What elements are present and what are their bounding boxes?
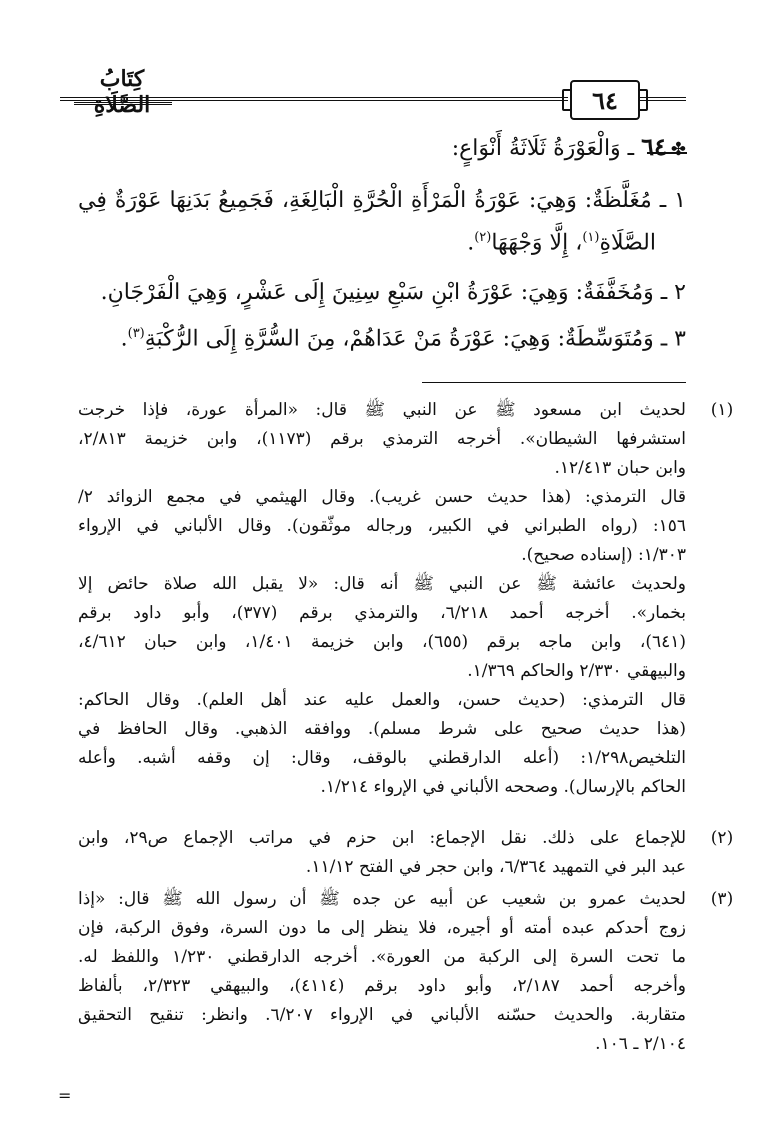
footnote-mark-3: (٣) [710,889,734,909]
footnote-mark-1: (١) [710,400,734,420]
footnote-ref-1[interactable]: (١) [582,230,600,245]
footnote-separator [422,382,686,383]
footnote-line: والبيهقي ٢/٣٣٠ والحاكم ١/٣٦٩. [467,661,686,681]
footnote-line: ١٥٦: (رواه الطبراني في الكبير، ورجاله موثّقون). وقال الألباني في الإرواء [78,516,686,536]
running-head-underline [74,102,172,105]
footnote-line: زوج أحدكم عبده أمته أو أجيره، فلا ينظر إلى ما دون السرة، وفوق الركبة، فإن [78,918,686,938]
footnote-1 [78,396,734,802]
header-double-rule-left [60,97,568,101]
item-2-line-1: ٢ ـ وَمُخَفَّفَةٌ: وَهِيَ: عَوْرَةُ ابْنِ سَبْعِ سِنِينَ إِلَى عَشْرٍ، وَهِيَ الْفَرْجَانِ. [100,280,686,305]
footnote-line: لحديث ابن مسعود ﷺ عن النبي ﷺ قال: «المرأة عورة، فإذا خرجت [78,400,686,420]
footnote-line: لحديث عمرو بن شعيب عن أبيه عن جده ﷺ أن رسول الله ﷺ قال: «إذا [78,889,686,909]
page-number-box [570,80,640,120]
footnote-line: ٢/١٠٤ ـ ١٠٦. [595,1034,686,1054]
footnote-line: (٦٤١)، وابن ماجه برقم (٦٥٥)، وابن خزيمة ١/٤٠١، وابن حبان ٤/٦١٢، [78,632,687,652]
footnote-line: ١/٣٠٣: (إسناده صحيح). [521,545,686,565]
footnote-line: (هذا حديث صحيح على شرط مسلم). ووافقه الذهبي. وقال الحافظ في [78,719,686,739]
footnote-line: التلخيص١/٢٩٨: (أعله الدارقطني بالوقف، وقال: إن وقفه أشبه. وأعله [78,748,686,768]
ornament-icon: ✤ [670,138,686,160]
section-heading [452,132,686,161]
footnote-mark-2: (٢) [710,828,734,848]
continuation-mark: = [58,1086,72,1105]
item-1-line-1: ١ ـ مُغَلَّظَةٌ: وَهِيَ: عَوْرَةُ الْمَرْأَةِ الْحُرَّةِ الْبَالِغَةِ، فَجَمِيعُ بَدَنِهَا عَوْرَةٌ فِي [78,188,686,213]
page-number: ٦٤ [592,85,618,115]
running-head-book-title: كِتَابُ الصَّلَاةِ [93,66,151,118]
section-number: ٦٤ [641,132,667,161]
item-1-line-2: الصَّلَاةِ$^{(١)}$، إِلَّا وَجْهَهَا$^{(٢)}$. [467,230,656,256]
footnote-line: ولحديث عائشة ﷺ عن النبي ﷺ أنه قال: «لا يقبل الله صلاة حائض إلا [78,574,686,594]
footnote-ref-2[interactable]: (٢) [474,230,492,245]
footnote-line: ما تحت السرة إلى الركبة من العورة». أخرجه الدارقطني ١/٢٣٠ واللفظ له. [78,947,686,967]
footnote-line: متقاربة. والحديث حسّنه الألباني في الإرواء ٦/٢٠٧. وانظر: تنقيح التحقيق [78,1005,686,1025]
footnote-2 [78,824,734,882]
section-heading-text: ـ وَالْعَوْرَةُ ثَلَاثَةُ أَنْوَاعٍ: [451,136,635,161]
footnote-line: الحاكم بالإرسال). وصححه الألباني في الإرواء ١/٢١٤. [320,777,686,797]
footnote-line: عبد البر في التمهيد ٦/٣٦٤، وابن حجر في الفتح ١١/١٢. [305,857,686,877]
footnote-ref-3[interactable]: (٣) [127,326,145,341]
footnote-3 [78,885,734,1059]
footnote-line: قال الترمذي: (حديث حسن، والعمل عليه عند أهل العلم). وقال الحاكم: [78,690,686,710]
footnote-line: وابن حبان ١٢/٤١٣. [554,458,686,478]
footnote-line: وأخرجه أحمد ٢/١٨٧، وأبو داود برقم (٤١١٤)، والبيهقي ٢/٣٢٣، بألفاظ [78,976,686,996]
footnote-line: للإجماع على ذلك. نقل الإجماع: ابن حزم في مراتب الإجماع ص٢٩، وابن [78,828,687,848]
footnote-line: بخمار». أخرجه أحمد ٦/٢١٨، والترمذي برقم (٣٧٧)، وأبو داود برقم [78,603,686,623]
footnote-line: قال الترمذي: (هذا حديث حسن غريب). وقال الهيثمي في مجمع الزوائد ٢/ [78,487,686,507]
footnote-line: استشرفها الشيطان». أخرجه الترمذي برقم (١١٧٣)، وابن خزيمة ٢/٨١٣، [78,429,686,449]
item-3-line-1: ٣ ـ وَمُتَوَسِّطَةٌ: وَهِيَ: عَوْرَةُ مَنْ عَدَاهُمْ، مِنَ السُّرَّةِ إِلَى الرُّكْبَةِ$^{(٣)}$. [120,326,686,352]
